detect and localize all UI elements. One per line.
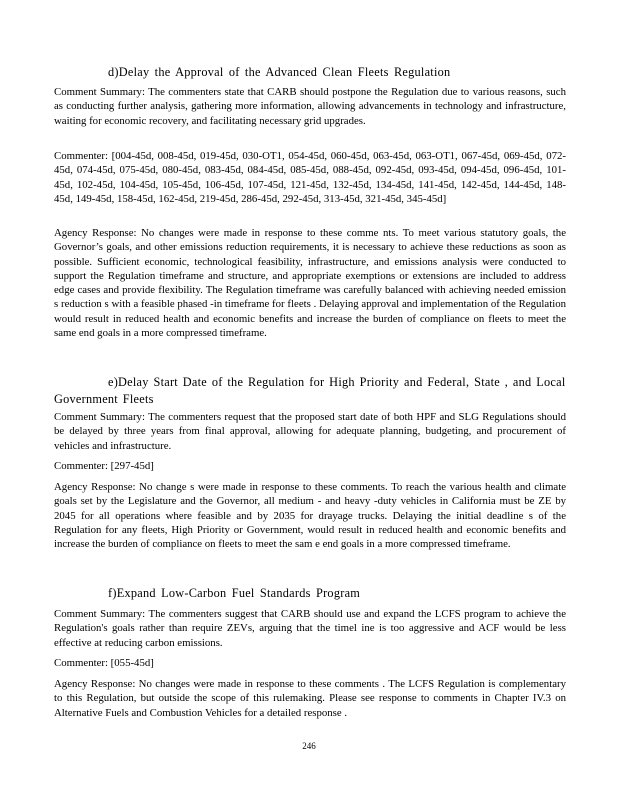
section-f-heading: f)Expand Low-Carbon Fuel Standards Program (108, 586, 361, 600)
section-e-commenters: Commenter: [297-45d] (54, 460, 154, 472)
section-d-heading: d)Delay the Approval of the Advanced Clean Fleets Regulation (108, 65, 451, 79)
section-f-commenters: Commenter: [055-45d] (54, 657, 154, 669)
section-e-agency-response: Agency Response: No change s were made in response to these comments. To reach the various health and climate goals set by the Legislature and the Governor, all medium - and heavy -duty vehicles in California must be ZE by 2045 for all operations where feasible and by 2035 for drayage trucks. Delaying the initial deadline s of the Regulation for any fleets, High Priority or Government, would result in reduced health and economic benefits and increase the burden of compliance on fleets to meet the sam e end goals in a more compressed timeframe. (54, 481, 566, 551)
section-d-comment-summary: Comment Summary: The commenters state that CARB should postpone the Regulation due to various reasons, such as conducting further analysis, gathering more information, allowing advancements in technology and infrastructure, waiting for economic recovery, and facilitating necessary grid upgrades. (54, 86, 566, 127)
section-d-commenters: Commenter: [004-45d, 008-45d, 019-45d, 030-OT1, 054-45d, 060-45d, 063-45d, 063-OT1, 067-45d, 069-45d, 072-45d, 074-45d, 075-45d, 080-45d, 083-45d, 084-45d, 085-45d, 088-45d, 092-45d, 093-45d, 094-45d, 096-45d, 101-45d, 102-45d, 104-45d, 105-45d, 106-45d, 107-45d, 121-45d, 132-45d, 134-45d, 141-45d, 142-45d, 144-45d, 148-45d, 149-45d, 158-45d, 162-45d, 219-45d, 286-45d, 292-45d, 313-45d, 321-45d, 345-45d] (54, 150, 566, 205)
section-e-heading: e)Delay Start Date of the Regulation for High Priority and Federal, State , and Local Government Fleets (54, 375, 566, 406)
page-number: 246 (302, 741, 316, 751)
section-f-comment-summary: Comment Summary: The commenters suggest that CARB should use and expand the LCFS program to achieve the Regulation's goals rather than require ZEVs, arguing that the timel ine is too aggressive and ACF would be less effective at reducing carbon emissions. (54, 608, 566, 649)
section-e-comment-summary: Comment Summary: The commenters request that the proposed start date of both HPF and SLG Regulations should be delayed by three years from final approval, allowing for adequate planning, budgeting, and procurement of vehicles and infrastructure. (54, 411, 566, 452)
section-d-agency-response: Agency Response: No changes were made in response to these comme nts. To meet various statutory goals, the Governor’s goals, and other emissions reduction requirements, it is necessary to achieve these reductions as soon as possible. Sufficient economic, technological feasibility, infrastructure, and emissions analysis were conducted to support the Regulation timeframe and structure, and appropriate exemptions or extensions are included to address edge cases and provide flexibility. The Regulation timeframe was carefully balanced with achieving needed emission s reduction s with a feasible phased -in timeframe for fleets . Delaying approval and implementation of the Regulation would result in reduced health and economic benefits and increase the burden of compliance on fleets to meet the same end goals in a more compressed timeframe. (54, 227, 566, 340)
section-f-agency-response: Agency Response: No changes were made in response to these comments . The LCFS Regulation is complementary to this Regulation, but outside the scope of this rulemaking. Please see response to comments in Chapter IV.3 on Alternative Fuels and Combustion Vehicles for a detailed response . (54, 678, 566, 719)
